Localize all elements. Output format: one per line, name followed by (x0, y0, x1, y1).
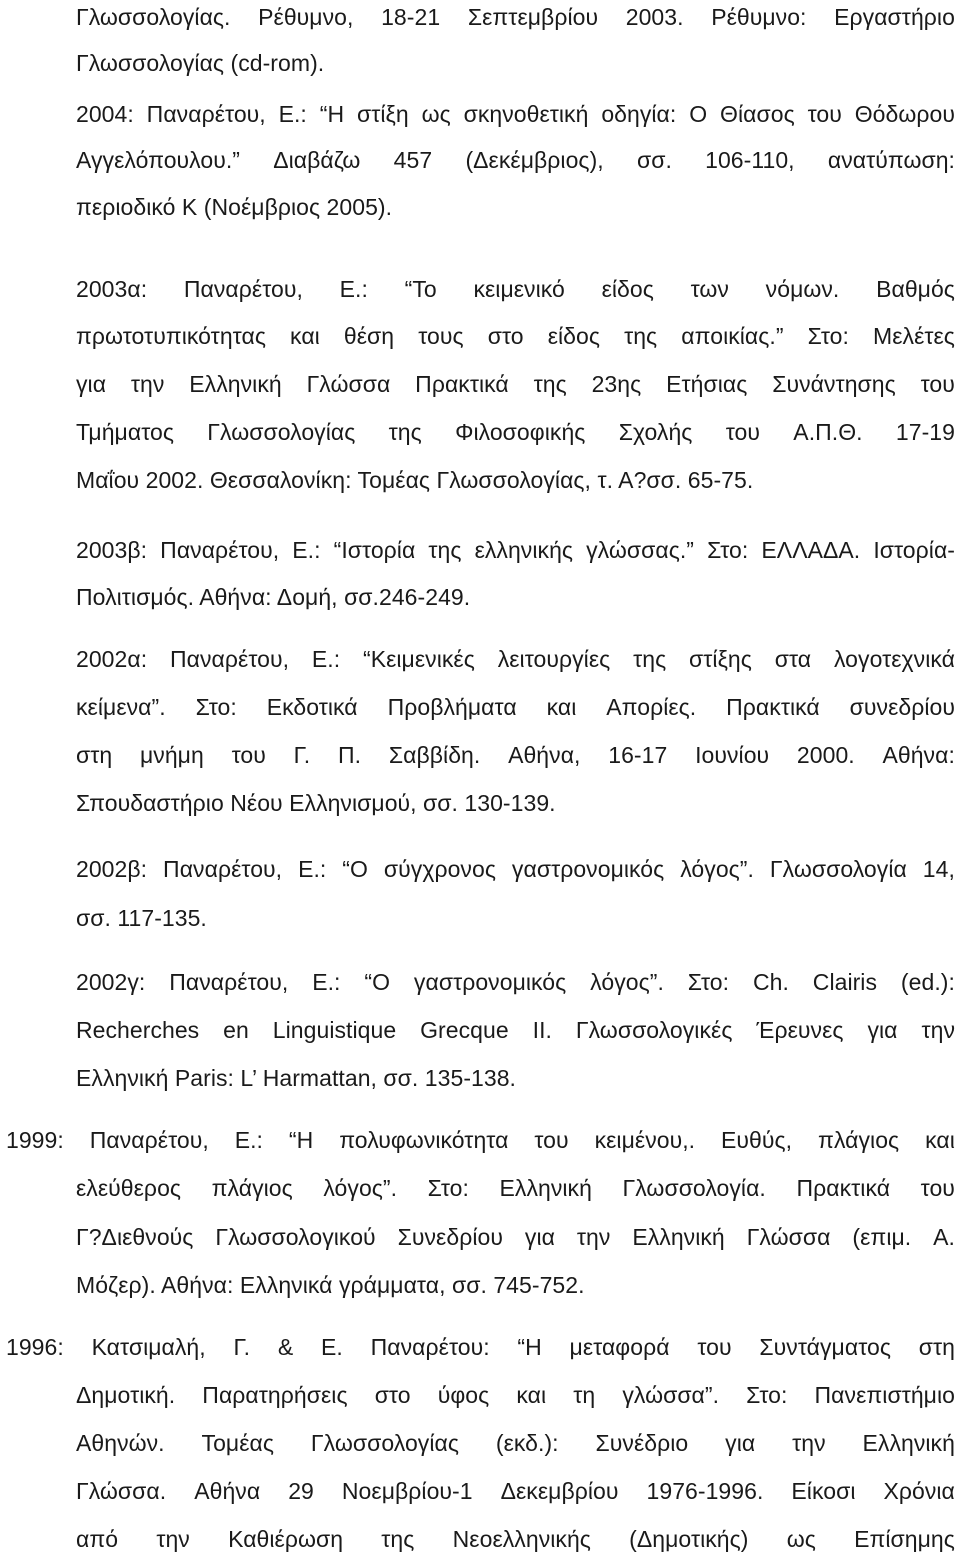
text-line (76, 274, 955, 304)
word: (ed.): (900, 969, 955, 995)
word: 2002γ: (76, 969, 146, 995)
word: (εκδ.): (495, 1430, 559, 1456)
word: νόμων. (765, 276, 840, 302)
word: 1976-1996. (646, 1478, 764, 1504)
word: Γλωσσολογία (769, 856, 907, 882)
word: Παναρέτου, (169, 646, 290, 672)
word: Θίασος (720, 101, 795, 127)
text-line: Μόζερ). Αθήνα: Ελληνικά γράμματα, σσ. 745-752. (76, 1272, 585, 1298)
word: για (725, 1430, 756, 1456)
word: ως (421, 101, 451, 127)
word: για (76, 371, 107, 397)
text-line (76, 99, 955, 129)
word: Ε.: (292, 537, 321, 563)
word: της (533, 371, 567, 397)
word: (Δεκέμβριος), (465, 147, 604, 173)
word: και (546, 694, 577, 720)
word: Ελληνική (189, 371, 282, 397)
word: Πρακτικά (415, 371, 509, 397)
word: “Ο (364, 969, 391, 995)
word: Συντάγματος (759, 1334, 891, 1360)
word: Επίσημης (854, 1526, 955, 1552)
word: Π. (338, 742, 362, 768)
word: λόγος”. (590, 969, 664, 995)
word: (Δημοτικής) (629, 1526, 749, 1552)
word: 17-19 (895, 419, 955, 445)
word: 18-21 (381, 4, 441, 30)
word: κειμένου,. (594, 1127, 696, 1153)
word: γλώσσας.” (586, 537, 694, 563)
word: Πρακτικά (726, 694, 820, 720)
word: Μελέτες (873, 323, 955, 349)
word: Παναρέτου, (183, 276, 303, 302)
text-line: Ελληνική Paris: L’ Harmattan, σσ. 135-138. (76, 1065, 516, 1091)
word: και (290, 323, 320, 349)
word: Συνάντησης (772, 371, 896, 397)
text-line (76, 535, 955, 565)
word: Στο: (707, 537, 749, 563)
word: Ο (689, 101, 708, 127)
word: Διαβάζω (273, 147, 361, 173)
word: 2000. (796, 742, 855, 768)
word: του (807, 101, 842, 127)
text-line (76, 1428, 955, 1458)
word: II. (532, 1017, 552, 1043)
text-line (76, 967, 955, 997)
word: σκηνοθετική (463, 101, 589, 127)
text-line (76, 1222, 955, 1252)
word: Νοεμβρίου-1 (341, 1478, 473, 1504)
word: 14, (922, 856, 955, 882)
text-line (76, 854, 955, 884)
word: en (223, 1017, 249, 1043)
text-line (76, 1015, 955, 1045)
word: Αθήνα (194, 1478, 261, 1504)
word: 2002α: (76, 646, 148, 672)
word: Ετήσιας (666, 371, 748, 397)
word: Κατσιμαλή, (91, 1334, 206, 1360)
word: Ρέθυμνο, (258, 4, 354, 30)
word: Ε.: (312, 969, 341, 995)
word: Παναρέτου: (370, 1334, 490, 1360)
word: Συνέδριο (595, 1430, 689, 1456)
word: Grecque (420, 1017, 509, 1043)
text-line: Γλωσσολογίας (cd-rom). (76, 50, 325, 76)
word: Ελληνική (499, 1175, 592, 1201)
word: από (76, 1526, 119, 1552)
word: Εργαστήριο (834, 4, 955, 30)
word: λόγος”. (323, 1175, 398, 1201)
text-line (76, 1380, 955, 1410)
word: Ιστορία- (873, 537, 955, 563)
word: Καθιέρωση (228, 1526, 344, 1552)
word: ανατύπωση: (827, 147, 955, 173)
word: της (388, 419, 422, 445)
word: Αθήνα: (882, 742, 955, 768)
text-line (76, 692, 955, 722)
text-line: σσ. 117-135. (76, 905, 207, 931)
word: Γλώσσα. (76, 1478, 167, 1504)
word: Συνεδρίου (397, 1224, 503, 1250)
word: Νεοελληνικής (452, 1526, 591, 1552)
word: του (697, 1334, 732, 1360)
text-line (76, 1524, 955, 1554)
word: 1999: (6, 1127, 64, 1153)
word: στίξη (356, 101, 409, 127)
word: λογοτεχνικά (833, 646, 955, 672)
word: και (925, 1127, 955, 1153)
word: Βαθμός (876, 276, 955, 302)
word: “Η (319, 101, 345, 127)
word: Γλωσσολογικού (215, 1224, 376, 1250)
word: Ε.: (339, 276, 368, 302)
word: Τμήματος (76, 419, 174, 445)
word: 106-110, (705, 147, 795, 173)
word: 2003β: (76, 537, 148, 563)
word: της (633, 646, 667, 672)
word: Ε.: (278, 101, 307, 127)
word: & (277, 1334, 294, 1360)
word: στη (76, 742, 113, 768)
word: Προβλήματα (387, 694, 517, 720)
word: γαστρονομικός (413, 969, 567, 995)
word: Ε.: (311, 646, 341, 672)
word: Στο: (195, 694, 237, 720)
word: 2004: (76, 101, 134, 127)
word: “Το (404, 276, 437, 302)
word: γλώσσα”. (622, 1382, 720, 1408)
word: Παναρέτου, (169, 969, 289, 995)
text-line: περιοδικό Κ (Νοέμβριος 2005). (76, 194, 393, 220)
word: Παναρέτου, (146, 101, 266, 127)
word: Εκδοτικά (266, 694, 358, 720)
word: Έρευνες (756, 1017, 844, 1043)
text-line (76, 417, 955, 447)
word: Γλωσσολογίας (207, 419, 356, 445)
word: θέση (343, 323, 395, 349)
word: ελεύθερος (76, 1175, 182, 1201)
word: λειτουργίες (497, 646, 611, 672)
word: “Η (517, 1334, 542, 1360)
word: Γ?Διεθνούς (76, 1224, 194, 1250)
word: Γλώσσα (306, 371, 391, 397)
word: Αγγελόπουλου.” (76, 147, 240, 173)
word: “Ιστορία (333, 537, 416, 563)
word: Στο: (427, 1175, 469, 1201)
word: Αθήνα, (508, 742, 581, 768)
word: συνεδρίου (849, 694, 955, 720)
word: Ελληνική (862, 1430, 955, 1456)
word: 23ης (591, 371, 642, 397)
word: Α.Π.Θ. (793, 419, 863, 445)
word: 2003. (625, 4, 684, 30)
word: Απορίες. (606, 694, 697, 720)
word: σσ. (636, 147, 672, 173)
word: “Κειμενικές (362, 646, 475, 672)
word: Ευθύς, (721, 1127, 793, 1153)
word: Παναρέτου, (89, 1127, 209, 1153)
word: της (624, 323, 658, 349)
word: Γλωσσολογικές (575, 1017, 733, 1043)
word: Φιλοσοφικής (455, 419, 586, 445)
word: Είκοσι (791, 1478, 856, 1504)
word: Θόδωρου (854, 101, 955, 127)
word: τη (573, 1382, 596, 1408)
word: 1996: (6, 1334, 64, 1360)
word: Πανεπιστήμιο (814, 1382, 955, 1408)
word: την (576, 1224, 611, 1250)
word: γαστρονομικός (511, 856, 665, 882)
word: του (725, 419, 760, 445)
word: λόγος”. (680, 856, 754, 882)
word: Παρατηρήσεις (202, 1382, 348, 1408)
word: Ιουνίου (695, 742, 770, 768)
word: 29 (288, 1478, 314, 1504)
word: 2002β: (76, 856, 148, 882)
word: μεταφορά (569, 1334, 670, 1360)
word: Γ. (233, 1334, 251, 1360)
word: του (920, 1175, 955, 1201)
text-line (76, 1173, 955, 1203)
word: του (534, 1127, 569, 1153)
word: Σεπτεμβρίου (467, 4, 599, 30)
word: Clairis (812, 969, 878, 995)
word: 457 (393, 147, 433, 173)
text-line (6, 1332, 955, 1362)
word: κείμενα”. (76, 694, 166, 720)
word: Γλώσσα (746, 1224, 831, 1250)
word: Στο: (807, 323, 849, 349)
word: Ε.: (234, 1127, 263, 1153)
word: πολυφωνικότητα (339, 1127, 509, 1153)
word: 2003α: (76, 276, 148, 302)
word: στη (918, 1334, 955, 1360)
word: στα (774, 646, 812, 672)
word: Παναρέτου, (163, 856, 283, 882)
word: πλάγιος (211, 1175, 293, 1201)
word: Πρακτικά (796, 1175, 891, 1201)
word: Α. (933, 1224, 955, 1250)
text-line (76, 145, 955, 175)
word: οδηγία: (601, 101, 677, 127)
text-line (76, 2, 955, 32)
text-line (76, 1476, 955, 1506)
text-line: Μαΐου 2002. Θεσσαλονίκη: Τομέας Γλωσσολογίας, τ. Α?σσ. 65-75. (76, 467, 754, 493)
word: ΕΛΛΑΔΑ. (761, 537, 861, 563)
word: Ρέθυμνο: (711, 4, 807, 30)
word: των (690, 276, 729, 302)
word: Στο: (746, 1382, 788, 1408)
word: στο (374, 1382, 411, 1408)
word: για (867, 1017, 898, 1043)
word: Γλωσσολογίας. (76, 4, 231, 30)
text-line (76, 644, 955, 674)
word: Χρόνια (883, 1478, 955, 1504)
word: Recherches (76, 1017, 200, 1043)
word: του (920, 371, 955, 397)
word: Σχολής (618, 419, 693, 445)
word: πρωτοτυπικότητας (76, 323, 266, 349)
word: 16-17 (608, 742, 668, 768)
word: της (381, 1526, 415, 1552)
word: (επιμ. (852, 1224, 912, 1250)
word: Linguistique (272, 1017, 397, 1043)
word: την (921, 1017, 955, 1043)
word: ως (786, 1526, 816, 1552)
word: “Ο (342, 856, 368, 882)
word: Παναρέτου, (160, 537, 280, 563)
word: Ε.: (298, 856, 327, 882)
word: Στο: (687, 969, 730, 995)
word: Δεκεμβρίου (500, 1478, 619, 1504)
word: αποικίας.” (681, 323, 784, 349)
text-line: Σπουδαστήριο Νέου Ελληνισμού, σσ. 130-139. (76, 790, 556, 816)
word: την (792, 1430, 826, 1456)
text-line (76, 369, 955, 399)
word: την (130, 371, 165, 397)
word: είδος (601, 276, 654, 302)
text-line (76, 321, 955, 351)
word: Γ. (293, 742, 311, 768)
word: Ελληνική (632, 1224, 725, 1250)
word: ελληνικής (474, 537, 574, 563)
word: τους (418, 323, 464, 349)
word: Σαββίδη. (388, 742, 481, 768)
word: της (428, 537, 462, 563)
word: είδος (547, 323, 600, 349)
word: Ε. (321, 1334, 343, 1360)
text-line (76, 740, 955, 770)
word: κειμενικό (473, 276, 565, 302)
text-line: Πολιτισμός. Αθήνα: Δομή, σσ.246-249. (76, 584, 471, 610)
text-line (6, 1125, 955, 1155)
word: πλάγιος (818, 1127, 900, 1153)
word: στο (487, 323, 524, 349)
word: Γλωσσολογίας (310, 1430, 459, 1456)
word: Τομέας (201, 1430, 275, 1456)
word: την (156, 1526, 190, 1552)
word: στίξης (689, 646, 752, 672)
word: “Η (288, 1127, 314, 1153)
word: Ch. (752, 969, 789, 995)
word: για (524, 1224, 555, 1250)
word: Γλωσσολογία. (622, 1175, 766, 1201)
word: ύφος (437, 1382, 490, 1408)
word: Δημοτική. (76, 1382, 176, 1408)
word: σύγχρονος (383, 856, 496, 882)
word: του (231, 742, 266, 768)
word: και (516, 1382, 547, 1408)
word: Αθηνών. (76, 1430, 165, 1456)
word: μνήμη (139, 742, 204, 768)
